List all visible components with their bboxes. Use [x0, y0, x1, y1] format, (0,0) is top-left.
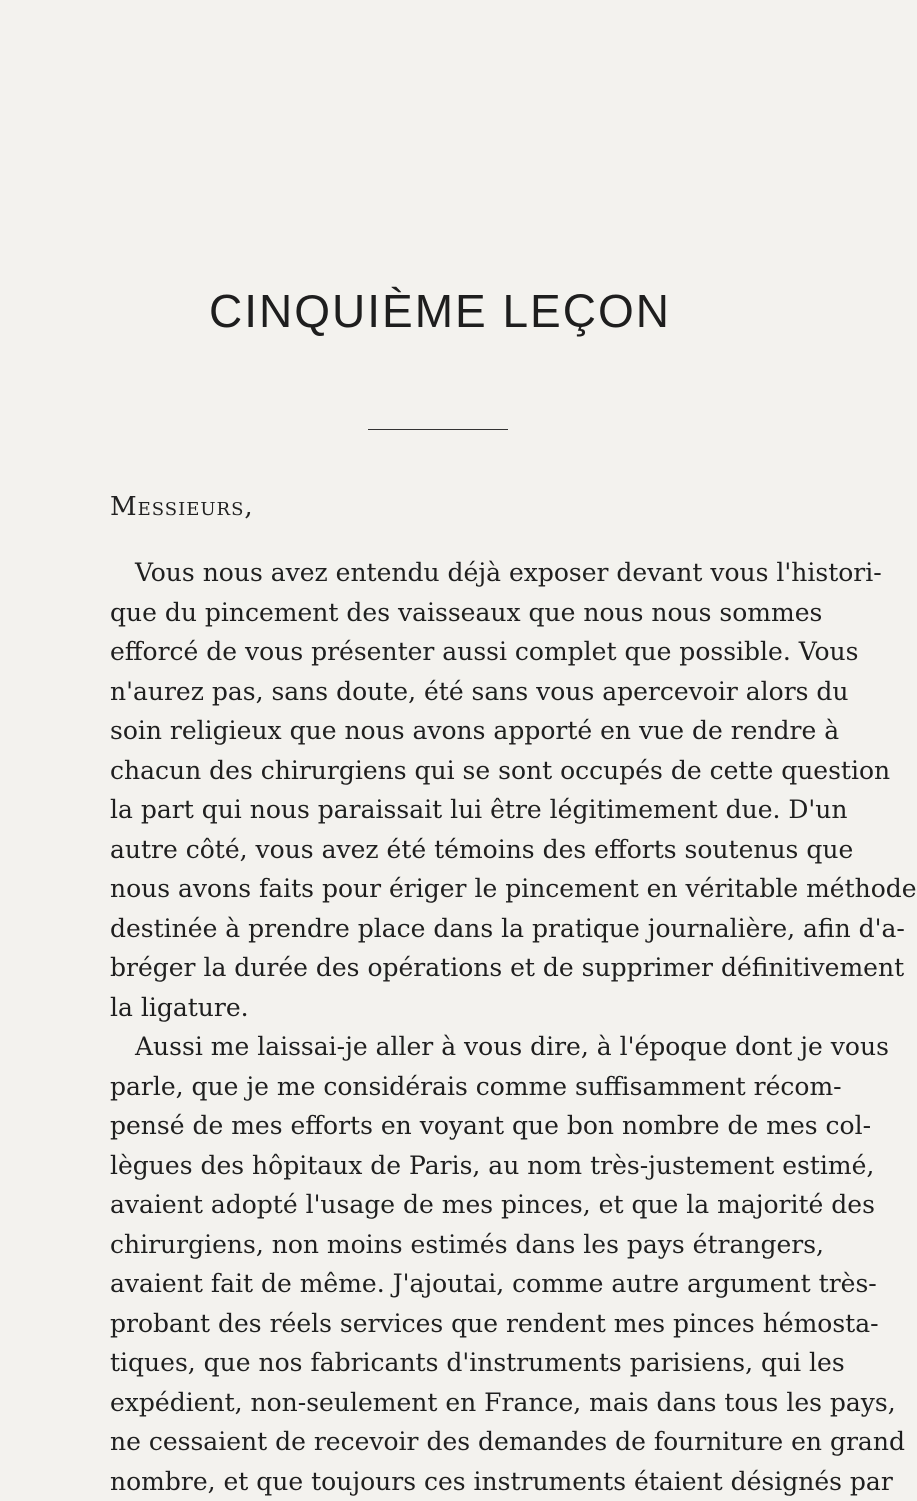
text-line: tiques, que nos fabricants d'instruments parisiens, qui les	[110, 1343, 830, 1383]
text-line: Vous nous avez entendu déjà exposer devant vous l'histori-	[110, 553, 830, 593]
text-line: la part qui nous paraissait lui être légitimement due. D'un	[110, 790, 830, 830]
text-line: Aussi me laissai-je aller à vous dire, à l'époque dont je vous	[110, 1027, 830, 1067]
text-line: autre côté, vous avez été témoins des efforts soutenus que	[110, 830, 830, 870]
text-line: n'aurez pas, sans doute, été sans vous apercevoir alors du	[110, 672, 830, 712]
text-line: avaient adopté l'usage de mes pinces, et que la majorité des	[110, 1185, 830, 1225]
text-line: nombre, et que toujours ces instruments étaient désignés par	[110, 1462, 830, 1501]
text-line: ne cessaient de recevoir des demandes de fourniture en grand	[110, 1422, 830, 1462]
text-line: probant des réels services que rendent mes pinces hémosta-	[110, 1304, 830, 1344]
text-line: destinée à prendre place dans la pratique journalière, afin d'a-	[110, 909, 830, 949]
text-line: parle, que je me considérais comme suffisamment récom-	[110, 1067, 830, 1107]
text-line: soin religieux que nous avons apporté en vue de rendre à	[110, 711, 830, 751]
text-line: bréger la durée des opérations et de supprimer définitivement	[110, 948, 830, 988]
text-line: avaient fait de même. J'ajoutai, comme autre argument très-	[110, 1264, 830, 1304]
text-line: chirurgiens, non moins estimés dans les pays étrangers,	[110, 1225, 830, 1265]
text-line: efforcé de vous présenter aussi complet que possible. Vous	[110, 632, 830, 672]
salutation: Messieurs,	[110, 494, 254, 520]
title-rule	[368, 429, 508, 430]
text-line: expédient, non-seulement en France, mais dans tous les pays,	[110, 1383, 830, 1423]
text-line: nous avons faits pour ériger le pincement en véritable méthode	[110, 869, 830, 909]
text-line: la ligature.	[110, 988, 830, 1028]
body-text	[110, 553, 830, 1501]
chapter-title: CINQUIÈME LEÇON	[90, 288, 790, 334]
text-line: que du pincement des vaisseaux que nous nous sommes	[110, 593, 830, 633]
text-line: chacun des chirurgiens qui se sont occupés de cette question	[110, 751, 830, 791]
text-line: pensé de mes efforts en voyant que bon nombre de mes col-	[110, 1106, 830, 1146]
text-line: lègues des hôpitaux de Paris, au nom très-justement estimé,	[110, 1146, 830, 1186]
